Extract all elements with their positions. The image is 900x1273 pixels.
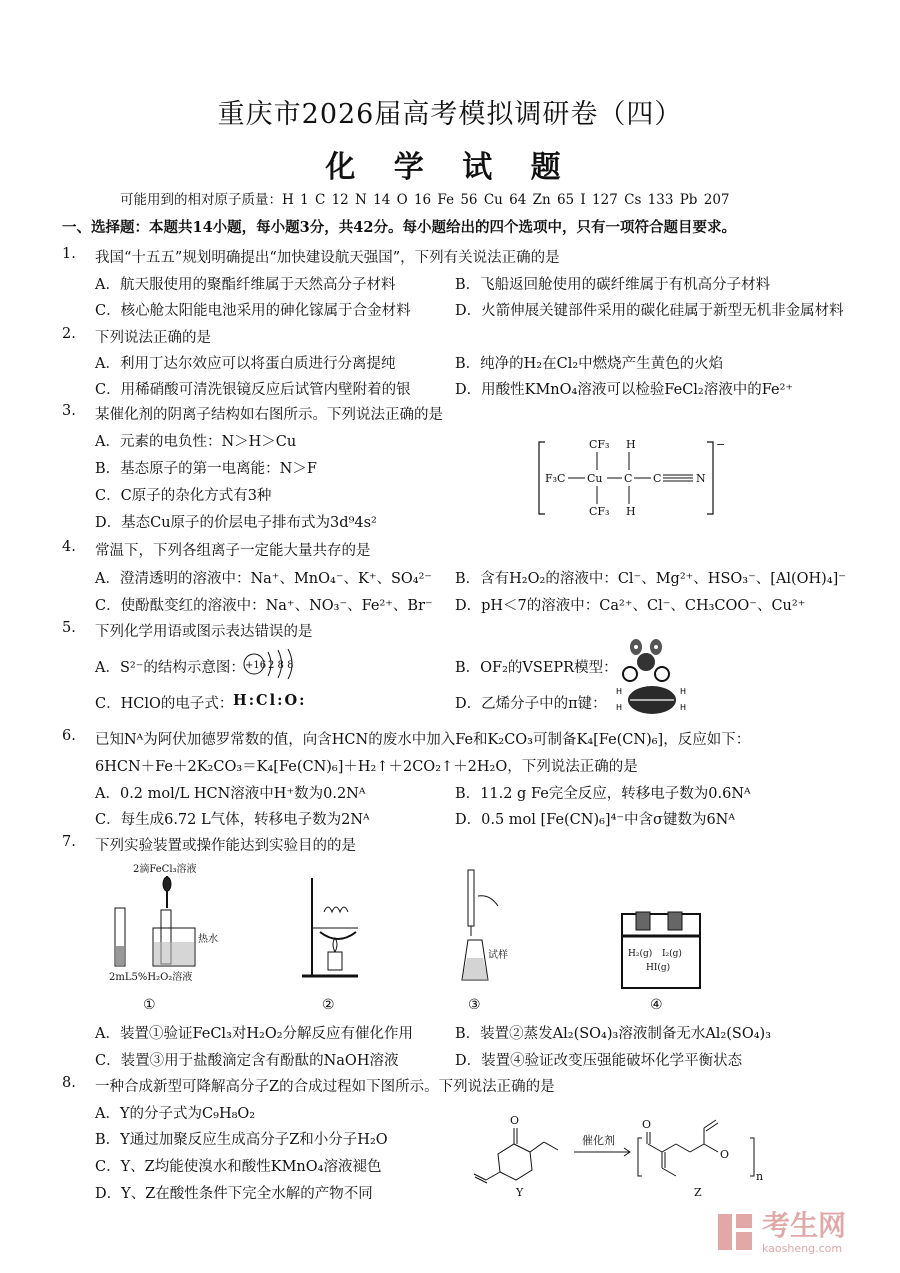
f3c-left: F₃C <box>545 472 566 485</box>
svg-text:H: H <box>616 703 623 712</box>
svg-text:O: O <box>642 1118 652 1131</box>
question-7-option-d[interactable]: D．装置④验证改变压强能破坏化学平衡状态 <box>455 1053 743 1069</box>
question-1-option-b[interactable]: B．飞船返回舱使用的碳纤维属于有机高分子材料 <box>455 277 771 293</box>
question-7-option-a[interactable]: A．装置①验证FeCl₃对H₂O₂分解反应有催化作用 <box>95 1026 414 1042</box>
catalyst-label: 催化剂 <box>582 1134 615 1147</box>
question-8-option-c[interactable]: C．Y、Z均能使溴水和酸性KMnO₄溶液褪色 <box>95 1159 382 1175</box>
question-6-stem: 已知Nᴬ为阿伏加德罗常数的值，向含HCN的废水中加入Fe和K₂CO₃可制备K₄[Fe(CN)₆]，反应如下： <box>95 732 751 748</box>
question-2-option-d[interactable]: D．用酸性KMnO₄溶液可以检验FeCl₂溶液中的Fe²⁺ <box>455 382 794 398</box>
question-2-stem: 下列说法正确的是 <box>95 330 211 346</box>
question-2-option-a[interactable]: A．利用丁达尔效应可以将蛋白质进行分离提纯 <box>95 356 396 372</box>
question-5-number: 5. <box>62 620 76 636</box>
svg-text:O: O <box>720 1148 730 1161</box>
label-h2o2: 2mL5%H₂O₂溶液 <box>109 972 193 983</box>
question-6-option-a[interactable]: A．0.2 mol/L HCN溶液中H⁺数为0.2Nᴬ <box>95 786 366 802</box>
question-4-option-c[interactable]: C．使酚酞变红的溶液中：Na⁺、NO₃⁻、Fe²⁺、Br⁻ <box>95 598 433 614</box>
n-atom: N <box>696 472 706 485</box>
svg-text:H: H <box>680 687 687 696</box>
question-8-stem: 一种合成新型可降解高分子Z的合成过程如下图所示。下列说法正确的是 <box>95 1079 555 1095</box>
reactant-y-label: Y <box>516 1186 524 1199</box>
question-4-number: 4. <box>62 539 76 555</box>
label-i2: I₂(g) <box>662 949 682 959</box>
question-7-option-b[interactable]: B．装置②蒸发Al₂(SO₄)₃溶液制备无水Al₂(SO₄)₃ <box>455 1026 772 1042</box>
question-8-option-d[interactable]: D．Y、Z在酸性条件下完全水解的产物不同 <box>95 1186 373 1202</box>
question-6-number: 6. <box>62 728 76 744</box>
label-h2: H₂(g) <box>628 949 653 959</box>
question-1-option-c[interactable]: C．核心舱太阳能电池采用的砷化镓属于合金材料 <box>95 303 411 319</box>
apparatus-4-figure <box>618 906 704 990</box>
anion-structure-figure <box>535 436 725 520</box>
watermark-text: 考生网 <box>762 1209 847 1242</box>
anion-charge: − <box>716 438 726 451</box>
question-2-option-b[interactable]: B．纯净的H₂在Cl₂中燃烧产生黄色的火焰 <box>455 356 724 372</box>
question-6-option-c[interactable]: C．每生成6.72 L气体，转移电子数为2Nᴬ <box>95 812 370 828</box>
synthesis-scheme-figure <box>462 1104 764 1199</box>
cf3-top: CF₃ <box>589 438 610 451</box>
question-5-option-a[interactable]: A．S²⁻的结构示意图： <box>95 660 245 676</box>
question-7-number: 7. <box>62 834 76 850</box>
watermark-logo <box>716 1210 878 1256</box>
apparatus-4-caption: ④ <box>650 997 663 1013</box>
nucleus-charge: +16 <box>245 660 267 671</box>
question-3-number: 3. <box>62 403 76 419</box>
apparatus-3-caption: ③ <box>468 997 481 1013</box>
section-heading: 一、选择题：本题共14小题，每小题3分，共42分。每小题给出的四个选项中，只有一项符合题目要求。 <box>62 219 736 236</box>
question-3-option-a[interactable]: A．元素的电负性：N＞H＞Cu <box>95 434 297 450</box>
svg-text:H: H <box>680 703 687 712</box>
question-3-option-b[interactable]: B．基态原子的第一电离能：N＞F <box>95 461 317 477</box>
apparatus-2-caption: ② <box>322 997 335 1013</box>
hclo-electron-formula: H:Cl:O: <box>233 692 307 709</box>
label-fecl3-drops: 2滴FeCl₃溶液 <box>133 864 197 875</box>
question-8-option-b[interactable]: B．Y通过加聚反应生成高分子Z和小分子H₂O <box>95 1132 388 1148</box>
h-bottom: H <box>626 505 636 518</box>
subject-title: 化 学 试 题 <box>325 150 575 185</box>
repeat-n-label: n <box>756 1170 764 1183</box>
question-4-option-d[interactable]: D．pH＜7的溶液中：Ca²⁺、Cl⁻、CH₃COO⁻、Cu²⁺ <box>455 598 806 614</box>
question-3-stem: 某催化剂的阴离子结构如右图所示。下列说法正确的是 <box>95 407 443 423</box>
watermark-logo-icon <box>716 1210 756 1254</box>
svg-text:H: H <box>616 687 623 696</box>
question-7-option-c[interactable]: C．装置③用于盐酸滴定含有酚酞的NaOH溶液 <box>95 1053 399 1069</box>
product-z-label: Z <box>694 1186 702 1199</box>
question-6-equation: 6HCN＋Fe＋2K₂CO₃＝K₄[Fe(CN)₆]＋H₂↑＋2CO₂↑＋2H₂O，下列说法正确的是 <box>95 759 638 775</box>
apparatus-1-caption: ① <box>143 997 156 1013</box>
question-5-option-c[interactable]: C．HClO的电子式： <box>95 696 234 712</box>
question-3-option-d[interactable]: D．基态Cu原子的价层电子排布式为3d⁹4s² <box>95 515 377 531</box>
question-3-option-c[interactable]: C．C原子的杂化方式有3种 <box>95 488 272 504</box>
h-top: H <box>626 438 636 451</box>
question-2-option-c[interactable]: C．用稀硝酸可清洗银镜反应后试管内壁附着的银 <box>95 382 411 398</box>
question-2-number: 2. <box>62 326 76 342</box>
apparatus-2-figure <box>298 872 378 982</box>
pi-bond-figure <box>614 682 690 718</box>
apparatus-3-figure <box>450 866 530 984</box>
question-6-option-b[interactable]: B．11.2 g Fe完全反应，转移电子数为0.6Nᴬ <box>455 786 751 802</box>
vsepr-model-figure <box>620 638 672 684</box>
question-1-stem: 我国“十五五”规划明确提出“加快建设航天强国”，下列有关说法正确的是 <box>95 250 560 266</box>
cu-atom: Cu <box>587 472 603 485</box>
c-center: C <box>624 472 633 485</box>
question-4-option-b[interactable]: B．含有H₂O₂的溶液中：Cl⁻、Mg²⁺、HSO₃⁻、[Al(OH)₄]⁻ <box>455 571 846 587</box>
question-1-option-d[interactable]: D．火箭伸展关键部件采用的碳化硅属于新型无机非金属材料 <box>455 303 844 319</box>
electron-shells: 2 8 8 <box>268 660 294 671</box>
question-4-option-a[interactable]: A．澄清透明的溶液中：Na⁺、MnO₄⁻、K⁺、SO₄²⁻ <box>95 571 433 587</box>
question-5-option-b[interactable]: B．OF₂的VSEPR模型： <box>455 660 618 676</box>
question-4-stem: 常温下，下列各组离子一定能大量共存的是 <box>95 543 371 559</box>
question-6-option-d[interactable]: D．0.5 mol [Fe(CN)₆]⁴⁻中含σ键数为6Nᴬ <box>455 812 735 828</box>
svg-text:O: O <box>510 1114 520 1127</box>
question-8-option-a[interactable]: A．Y的分子式为C₉H₈O₂ <box>95 1106 256 1122</box>
atomic-masses: 可能用到的相对原子质量：H 1 C 12 N 14 O 16 Fe 56 Cu 64 Zn 65 I 127 Cs 133 Pb 207 <box>120 192 730 208</box>
label-hot-water: 热水 <box>198 934 218 945</box>
question-5-stem: 下列化学用语或图示表达错误的是 <box>95 624 313 640</box>
question-5-option-d[interactable]: D．乙烯分子中的π键： <box>455 696 607 712</box>
sulfide-ion-diagram <box>242 648 306 680</box>
watermark-url: kaosheng.com <box>762 1242 843 1255</box>
c-nitrile: C <box>653 472 662 485</box>
question-7-stem: 下列实验装置或操作能达到实验目的的是 <box>95 838 356 854</box>
question-8-number: 8. <box>62 1075 76 1091</box>
label-hi: HI(g) <box>646 963 671 973</box>
page-title: 重庆市2026届高考模拟调研卷（四） <box>217 99 683 130</box>
cf3-bottom: CF₃ <box>589 505 610 518</box>
question-1-number: 1. <box>62 246 76 262</box>
apparatus-1-figure <box>105 858 225 990</box>
question-1-option-a[interactable]: A．航天服使用的聚酯纤维属于天然高分子材料 <box>95 277 396 293</box>
label-sample: 试样 <box>488 950 508 961</box>
